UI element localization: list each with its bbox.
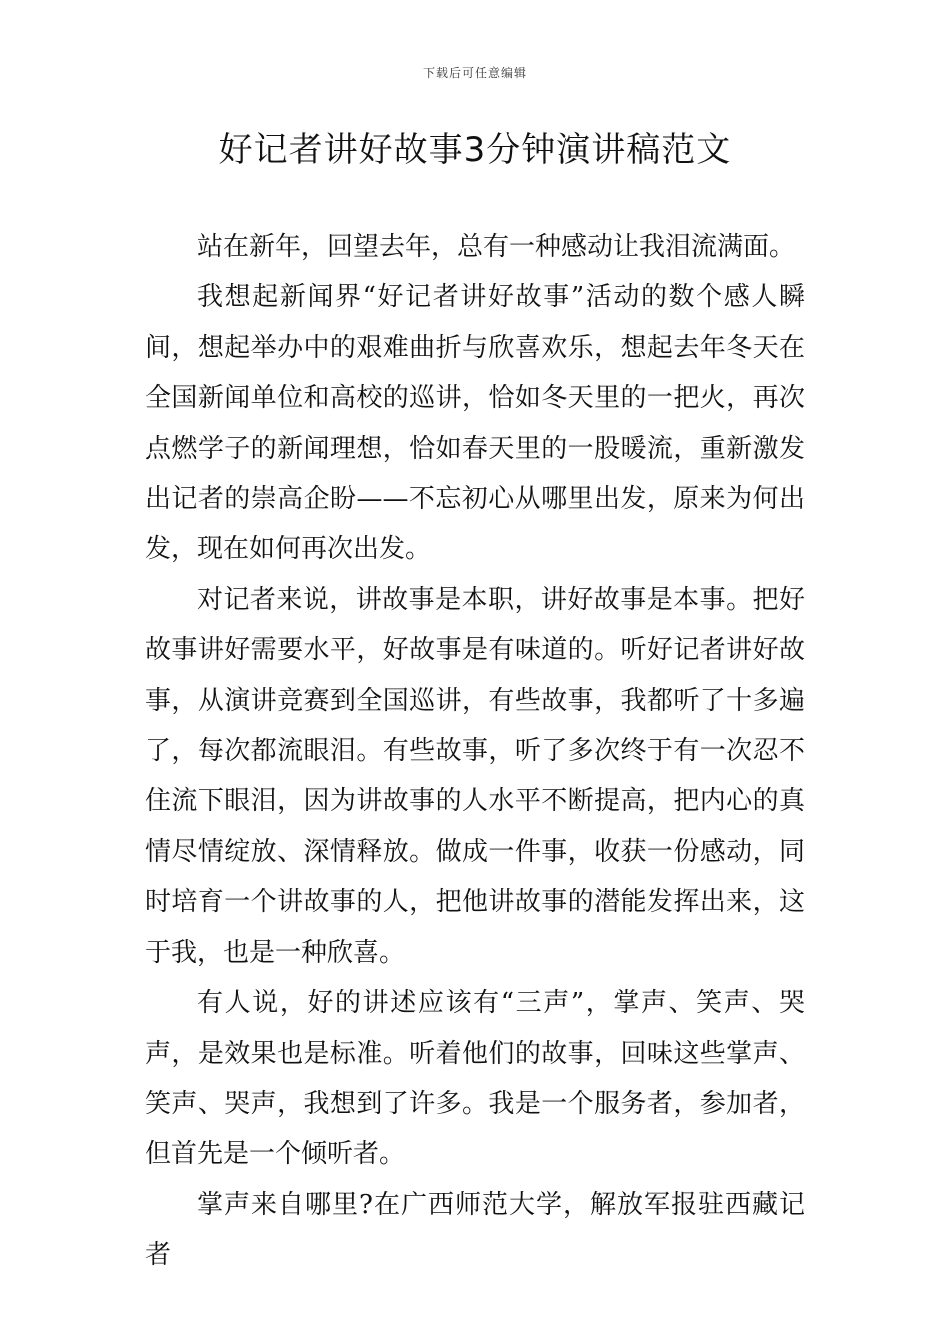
document-title: 好记者讲好故事3分钟演讲稿范文 bbox=[218, 130, 732, 170]
paragraph: 掌声来自哪里?在广西师范大学，解放军报驻西藏记者 bbox=[145, 1189, 805, 1271]
header-note: 下载后可任意编辑 bbox=[422, 66, 527, 80]
paragraph: 站在新年，回望去年，总有一种感动让我泪流满面。 bbox=[197, 232, 796, 262]
paragraph: 我想起新闻界“好记者讲好故事”活动的数个感人瞬间，想起举办中的艰难曲折与欣喜欢乐，想起去年冬天在全国新闻单位和高校的巡讲，恰如冬天里的一把火，再次点燃学子的新闻理想，恰如春天里的一股暖流，重新激发出记者的崇高企盼——不忘初心从哪里出发，原来为何出发，现在如何再次出发。 bbox=[145, 282, 805, 565]
document-body bbox=[145, 222, 805, 1281]
paragraph: 有人说，好的讲述应该有“三声”，掌声、笑声、哭声，是效果也是标准。听着他们的故事，回味这些掌声、笑声、哭声，我想到了许多。我是一个服务者，参加者，但首先是一个倾听者。 bbox=[145, 988, 805, 1170]
paragraph: 对记者来说，讲故事是本职，讲好故事是本事。把好故事讲好需要水平，好故事是有味道的。听好记者讲好故事，从演讲竞赛到全国巡讲，有些故事，我都听了十多遍了，每次都流眼泪。有些故事，听了多次终于有一次忍不住流下眼泪，因为讲故事的人水平不断提高，把内心的真情尽情绽放、深情释放。做成一件事，收获一份感动，同时培育一个讲故事的人，把他讲故事的潜能发挥出来，这于我，也是一种欣喜。 bbox=[145, 584, 805, 968]
